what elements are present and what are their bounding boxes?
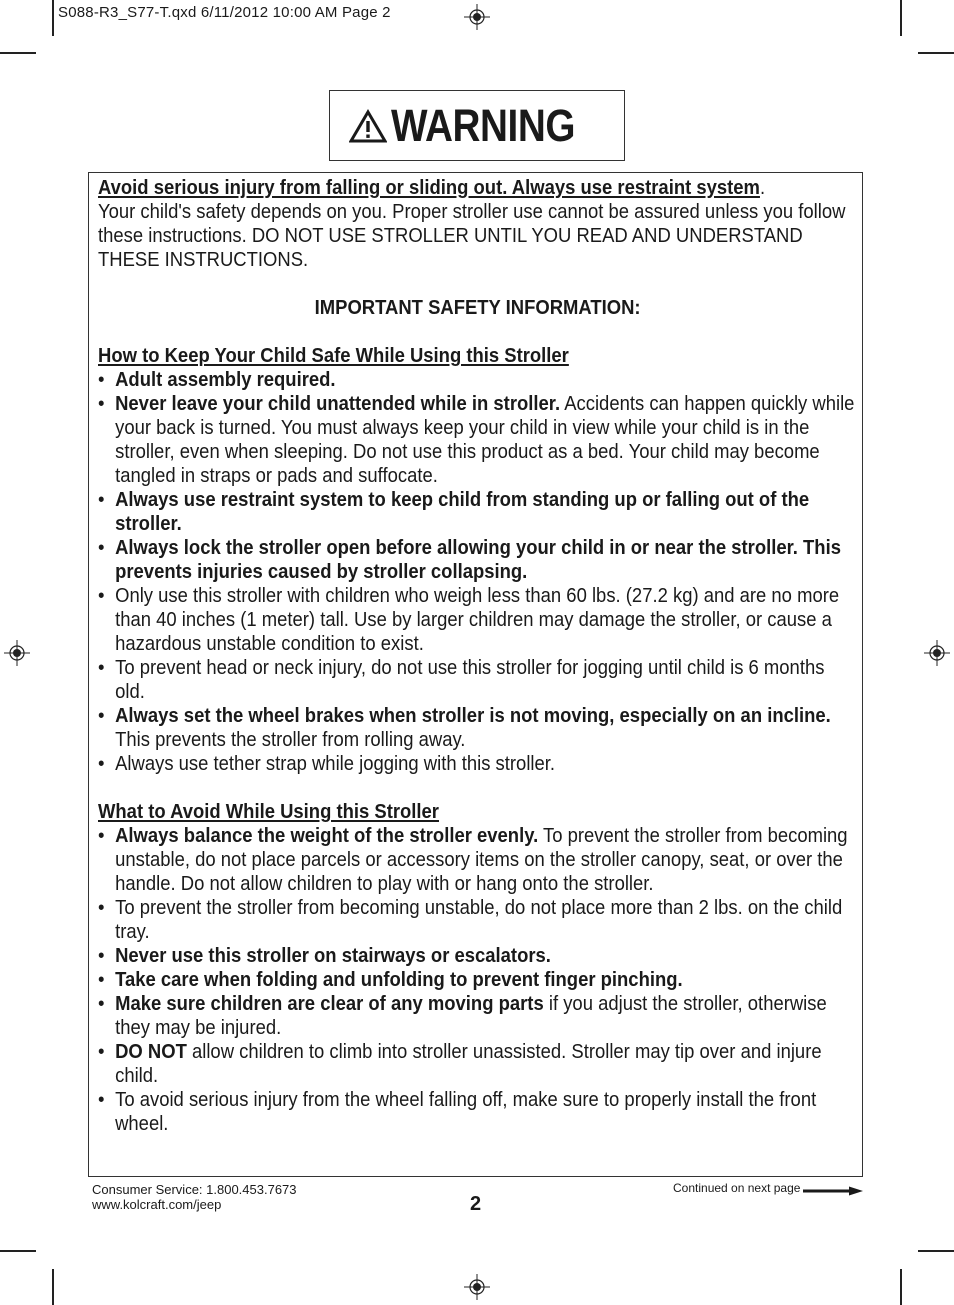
bullet-icon: •: [98, 584, 105, 607]
crop-mark: [0, 1250, 36, 1252]
item-text: To prevent the stroller from becoming unstable, do not place parcels or accessory items on the stroller canopy, seat, or over the handle. Do not allow children to play with or hang onto the stroller.: [115, 824, 848, 895]
section1-heading: How to Keep Your Child Safe While Using this Stroller: [98, 344, 569, 367]
crop-mark: [900, 1269, 902, 1305]
crop-mark: [918, 1250, 954, 1252]
list-item: [98, 368, 857, 392]
bullet-icon: •: [98, 656, 105, 679]
item-bold-text: Always lock the stroller open before allowing your child in or near the stroller. This prevents injuries caused by stroller collapsing.: [115, 536, 841, 583]
intro-body: Your child's safety depends on you. Proper stroller use cannot be assured unless you follow these instructions. DO NOT USE STROLLER UNTIL YOU READ AND UNDERSTAND THESE INSTRUCTIONS.: [98, 200, 846, 271]
registration-mark-icon: [464, 1274, 490, 1300]
item-text: This prevents the stroller from rolling away.: [115, 728, 466, 751]
item-bold-text: DO NOT: [115, 1040, 187, 1063]
warning-title: WARNING: [391, 100, 576, 151]
item-bold-text: Never leave your child unattended while in stroller.: [115, 392, 561, 415]
crop-mark: [52, 0, 54, 36]
item-bold-text: Make sure children are clear of any moving parts: [115, 992, 544, 1015]
list-item: [98, 752, 857, 776]
crop-mark: [0, 52, 36, 54]
warning-triangle-icon: [349, 109, 387, 143]
page-number: 2: [470, 1193, 482, 1215]
bullet-icon: •: [98, 944, 105, 967]
item-bold-text: Never use this stroller on stairways or escalators.: [115, 944, 551, 967]
registration-mark-icon: [464, 4, 490, 30]
important-heading: IMPORTANT SAFETY INFORMATION:: [314, 296, 641, 319]
section2-heading: What to Avoid While Using this Stroller: [98, 800, 439, 823]
item-bold-text: Always balance the weight of the stroller evenly.: [115, 824, 539, 847]
bullet-icon: •: [98, 392, 105, 415]
list-item: [98, 1040, 857, 1088]
bullet-icon: •: [98, 752, 105, 775]
section2-list: [98, 824, 857, 1136]
list-item: [98, 656, 857, 704]
list-item: [98, 824, 857, 896]
item-text: allow children to climb into stroller unassisted. Stroller may tip over and injure child.: [115, 1040, 822, 1087]
item-bold-text: Adult assembly required.: [115, 368, 336, 391]
list-item: [98, 488, 857, 536]
website: www.kolcraft.com/jeep: [92, 1197, 222, 1212]
list-item: [98, 896, 857, 944]
warning-content: [98, 176, 858, 1136]
registration-mark-icon: [4, 640, 30, 666]
intro-lead: Avoid serious injury from falling or sliding out. Always use restraint system: [98, 176, 760, 199]
bullet-icon: •: [98, 488, 105, 511]
item-text: Always use tether strap while jogging with this stroller.: [115, 752, 556, 775]
list-item: [98, 584, 857, 656]
list-item: [98, 392, 857, 488]
list-item: [98, 1088, 857, 1136]
bullet-icon: •: [98, 368, 105, 391]
item-text: if you adjust the stroller, otherwise they may be injured.: [115, 992, 827, 1039]
bullet-icon: •: [98, 1040, 105, 1063]
bullet-icon: •: [98, 536, 105, 559]
file-slug: S088-R3_S77-T.qxd 6/11/2012 10:00 AM Page 2: [58, 4, 391, 21]
continued-note: Continued on next page: [673, 1181, 801, 1195]
consumer-service: Consumer Service: 1.800.453.7673: [92, 1182, 297, 1197]
footer-contact: [92, 1182, 297, 1212]
crop-mark: [900, 0, 902, 36]
list-item: [98, 968, 857, 992]
crop-mark: [918, 52, 954, 54]
list-item: [98, 704, 857, 752]
item-text: To prevent head or neck injury, do not use this stroller for jogging until child is 6 months old.: [115, 656, 825, 703]
bullet-icon: •: [98, 704, 105, 727]
item-text: To prevent the stroller from becoming unstable, do not place more than 2 lbs. on the child tray.: [115, 896, 843, 943]
item-text: Only use this stroller with children who weigh less than 60 lbs. (27.2 kg) and are no more than 40 inches (1 meter) tall. Use by larger children may damage the stroller, or cause a hazardous unstable condition to exist.: [115, 584, 840, 655]
arrow-right-icon: [803, 1186, 863, 1196]
item-bold-text: Take care when folding and unfolding to prevent finger pinching.: [115, 968, 683, 991]
bullet-icon: •: [98, 992, 105, 1015]
intro-paragraph: [98, 176, 857, 272]
registration-mark-icon: [924, 640, 950, 666]
bullet-icon: •: [98, 824, 105, 847]
list-item: [98, 992, 857, 1040]
list-item: [98, 536, 857, 584]
item-bold-text: Always set the wheel brakes when stroller is not moving, especially on an incline.: [115, 704, 831, 727]
crop-mark: [52, 1269, 54, 1305]
item-text: Accidents can happen quickly while your back is turned. You must always keep your child in view while your child is in the stroller, even when sleeping. Do not use this product as a bed. Your child may become tangled in straps or pads and suffocate.: [115, 392, 855, 487]
list-item: [98, 944, 857, 968]
item-text: To avoid serious injury from the wheel falling off, make sure to properly install the front wheel.: [115, 1088, 817, 1135]
intro-lead-end: .: [759, 176, 766, 199]
bullet-icon: •: [98, 1088, 105, 1111]
warning-header: [329, 90, 625, 161]
item-bold-text: Always use restraint system to keep child from standing up or falling out of the stroller.: [115, 488, 810, 535]
bullet-icon: •: [98, 968, 105, 991]
bullet-icon: •: [98, 896, 105, 919]
section1-list: [98, 368, 857, 776]
